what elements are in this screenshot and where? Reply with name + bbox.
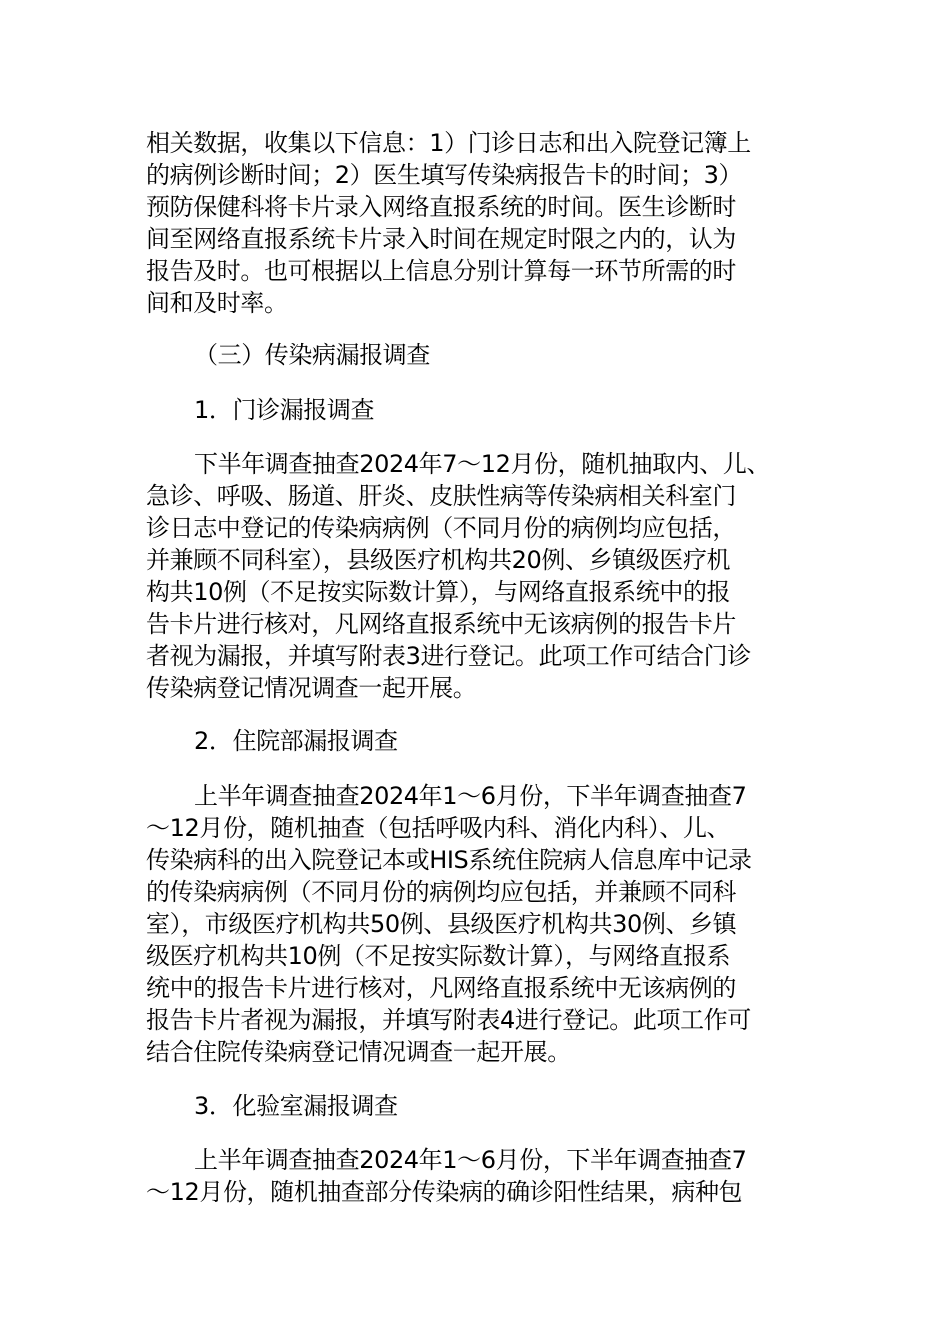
text-line: 间和及时率。 — [146, 289, 288, 317]
text-line: 传染病科的出入院登记本或HIS系统住院病人信息库中记录 — [146, 846, 752, 874]
paragraph-report-timeliness — [146, 127, 826, 319]
text-line: 间至网络直报系统卡片录入时间在规定时限之内的，认为 — [146, 225, 736, 253]
text-line: 上半年调查抽查2024年1～6月份，下半年调查抽查7 — [194, 782, 747, 810]
text-line: 报告及时。也可根据以上信息分别计算每一环节所需的时 — [146, 257, 736, 285]
subsection-heading — [146, 1090, 826, 1122]
paragraph-inpatient — [146, 780, 826, 1068]
text-line: 预防保健科将卡片录入网络直报系统的时间。医生诊断时 — [146, 193, 736, 221]
text-line: 室），市级医疗机构共50例、县级医疗机构共30例、乡镇 — [146, 910, 737, 938]
text-line: 诊日志中登记的传染病病例（不同月份的病例均应包括， — [146, 514, 736, 542]
subsection-heading — [146, 394, 826, 426]
text-line: 构共10例（不足按实际数计算），与网络直报系统中的报 — [146, 578, 731, 606]
subsection-title: 1．门诊漏报调查 — [194, 396, 375, 424]
text-line: ～12月份，随机抽查部分传染病的确诊阳性结果，病种包 — [146, 1178, 743, 1206]
subsection-title: 3．化验室漏报调查 — [194, 1092, 398, 1120]
text-line: 的病例诊断时间；2）医生填写传染病报告卡的时间；3） — [146, 161, 743, 189]
paragraph-outpatient — [146, 448, 826, 704]
text-line: 急诊、呼吸、肠道、肝炎、皮肤性病等传染病相关科室门 — [146, 482, 736, 510]
section-heading — [146, 339, 826, 371]
text-line: 下半年调查抽查2024年7～12月份，随机抽取内、儿、 — [194, 450, 771, 478]
text-line: ～12月份，随机抽查（包括呼吸内科、消化内科）、儿、 — [146, 814, 731, 842]
text-line: 结合住院传染病登记情况调查一起开展。 — [146, 1038, 571, 1066]
text-line: 统中的报告卡片进行核对，凡网络直报系统中无该病例的 — [146, 974, 736, 1002]
text-line: 上半年调查抽查2024年1～6月份，下半年调查抽查7 — [194, 1146, 747, 1174]
text-line: 的传染病病例（不同月份的病例均应包括，并兼顾不同科 — [146, 878, 736, 906]
text-line: 报告卡片者视为漏报，并填写附表4进行登记。此项工作可 — [146, 1006, 751, 1034]
paragraph-laboratory — [146, 1144, 826, 1208]
section-title: （三）传染病漏报调查 — [194, 341, 430, 369]
text-line: 告卡片进行核对，凡网络直报系统中无该病例的报告卡片 — [146, 610, 736, 638]
text-line: 相关数据，收集以下信息：1）门诊日志和出入院登记簿上 — [146, 129, 751, 157]
subsection-title: 2．住院部漏报调查 — [194, 727, 398, 755]
text-line: 传染病登记情况调查一起开展。 — [146, 674, 477, 702]
text-line: 并兼顾不同科室），县级医疗机构共20例、乡镇级医疗机 — [146, 546, 731, 574]
subsection-heading — [146, 725, 826, 757]
text-line: 者视为漏报，并填写附表3进行登记。此项工作可结合门诊 — [146, 642, 751, 670]
text-line: 级医疗机构共10例（不足按实际数计算），与网络直报系 — [146, 942, 731, 970]
